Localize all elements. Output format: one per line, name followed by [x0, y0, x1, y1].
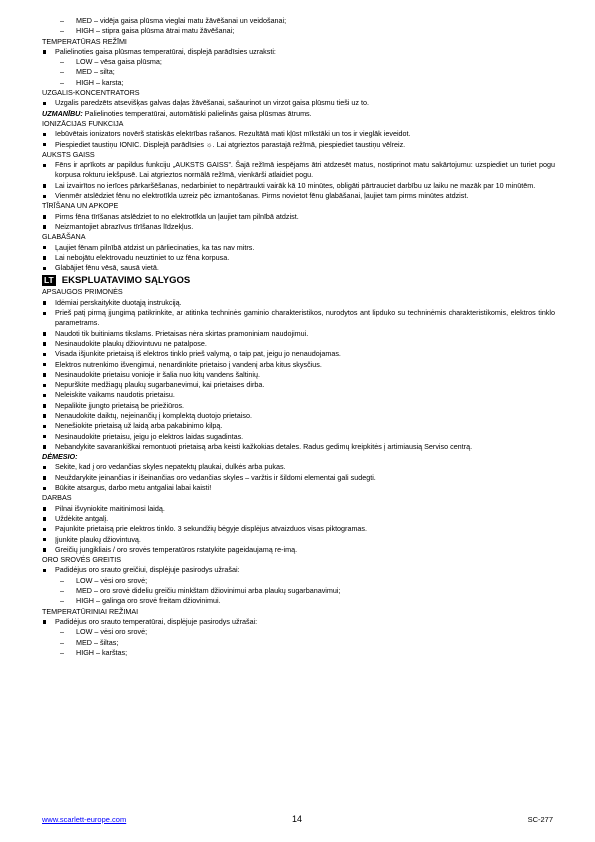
bullet-item — [42, 524, 555, 534]
bullet-text: Būkite atsargus, darbo metu antgaliai labai kaisti! — [55, 483, 212, 493]
bullet-icon — [43, 256, 46, 259]
bullet-icon — [43, 164, 46, 167]
sub-list-item: – MED – šiltas; — [42, 638, 555, 648]
bullet-icon — [43, 195, 46, 198]
bullet-icon — [43, 143, 46, 146]
bullet-text: Vienmēr atslēdziet fēnu no elektrotīkla uzreiz pēc izmantošanas. Pirms novietot fēnu glabāšanai, ļaujiet tam pirms minūtes atdzist. — [55, 191, 469, 201]
bullet-text: Nepalikite įjungto prietaisą be priežiūros. — [55, 400, 185, 410]
bullet-icon — [43, 425, 46, 428]
bullet-icon — [43, 507, 46, 510]
bullet-text: Palielinoties gaisa plūsmas temperatūrai, displejā parādīsies uzraksti: — [55, 46, 276, 56]
bullet-text: Idėmiai perskaitykite duotąją instrukciją. — [55, 297, 182, 307]
bullet-text: Pilnai išvyniokite maitinimosi laidą. — [55, 503, 165, 513]
bullet-item — [42, 514, 555, 524]
bullet-item — [42, 308, 555, 329]
bullet-text: Neuždarykite įeinančias ir išeinančias oro vedančias skyles – varžtis ir šildomi elementai gali sudegti. — [55, 472, 376, 482]
section-heading: TEMPERATŪRAS REŽĪMI — [42, 36, 127, 46]
bullet-item — [42, 380, 555, 390]
sub-list-item: – LOW – vēsa gaisa plūsma; — [42, 57, 555, 67]
bullet-icon — [43, 466, 46, 469]
section-heading: AUKSTS GAISS — [42, 149, 95, 159]
bullet-item — [42, 129, 555, 139]
bullet-item — [42, 298, 555, 308]
bullet-icon — [43, 342, 46, 345]
bullet-icon — [43, 225, 46, 228]
section-heading: DARBAS — [42, 493, 72, 503]
bullet-text: Padidėjus oro srauto temperatūrai, displėjuje pasirodys užrašai: — [55, 616, 258, 626]
bullet-text: Ļaujiet fēnam pilnībā atdzist un pārliecinaties, ka tas nav mitrs. — [55, 242, 255, 252]
bullet-text: Fēns ir aprīkots ar papildus funkciju „AUKSTS GAISS”. Šajā režīmā iespējams ātri atdzesēt matus, nostiprinot matu sakārtojumu: uzspiediet un turiet pogu korpusa rokturu iekšpusē. Lai atgrieztos normālā režīmā, vienkārši atlaidiet pogu. — [55, 160, 555, 180]
language-badge: LT — [44, 275, 54, 286]
sub-list-item: – MED – vidēja gaisa plūsma vieglai matu žāvēšanai un veidošanai; — [42, 16, 555, 26]
bullet-icon — [43, 215, 46, 218]
bullet-item — [42, 504, 555, 514]
bullet-icon — [43, 301, 46, 304]
bullet-item — [42, 442, 555, 452]
bullet-item — [42, 212, 555, 222]
bullet-text: Padidėjus oro srauto greičiui, displėjuje pasirodys užrašai: — [55, 565, 240, 575]
document-body — [42, 16, 555, 658]
bullet-item — [42, 483, 555, 493]
bullet-item — [42, 545, 555, 555]
bullet-item — [42, 349, 555, 359]
bullet-text: Lai nebojātu elektrovadu neuztiniet to uz fēna korpusa. — [55, 252, 230, 262]
sub-list-item: – HIGH – karsta; — [42, 78, 555, 88]
bullet-icon — [43, 538, 46, 541]
bullet-icon — [43, 414, 46, 417]
bullet-item — [42, 47, 555, 57]
section-title-text: EKSPLUATAVIMO SĄLYGOS — [61, 275, 191, 287]
bullet-text: Pajunkite prietaisą prie elektros tinklo. 3 sekundžių bėgyje displėjus atvaizduos visas piktogramas. — [55, 524, 368, 534]
bullet-item — [42, 329, 555, 339]
bullet-text: Nebandykite savarankiškai remontuoti prietaisą arba keisti kažkokias detales. Radus gedimų kreipkitės į artimiausią Serviso centrą. — [55, 441, 473, 451]
note-line — [42, 109, 555, 119]
sub-list-item: – HIGH – galinga oro srovė freitam džiovinimui. — [42, 596, 555, 606]
sub-list-item: – MED – silta; — [42, 67, 555, 77]
bullet-item — [42, 617, 555, 627]
section-heading: GLABĀŠANA — [42, 232, 86, 242]
bullet-text: Piespiediet taustiņu IONIC. Displejā parādīsies ☼. Lai atgrieztos parastajā režīmā, piespiediet taustiņu vēlreiz. — [55, 139, 406, 149]
bullet-text: Neleiskite vaikams naudotis prietaisu. — [55, 390, 175, 400]
page-number: 14 — [292, 814, 303, 824]
bullet-item — [42, 421, 555, 431]
bullet-item — [42, 98, 555, 108]
bullet-item — [42, 243, 555, 253]
section-heading: TĪRĪŠANA UN APKOPE — [42, 201, 119, 211]
bullet-icon — [43, 267, 46, 270]
bullet-text: Nenešiokite prietaisą už laidą arba pakabinimo kilpą. — [55, 421, 223, 431]
bullet-item — [42, 390, 555, 400]
bullet-text: Glabājiet fēnu vēsā, sausā vietā. — [55, 263, 159, 273]
note-label: UZMANĪBU: — [42, 108, 83, 118]
sub-list-item: – LOW – vėsi oro srovė; — [42, 627, 555, 637]
bullet-text: Nesinaudokite plaukų džiovintuvu ne patalpose. — [55, 338, 207, 348]
bullet-item — [42, 535, 555, 545]
bullet-item — [42, 160, 555, 181]
bullet-icon — [43, 528, 46, 531]
bullet-text: Lai izvairītos no ierīces pārkaršēšanas, nedarbiniet to nepārtraukti vairāk kā 10 minūtes, obligāti pārtrauciet darbību uz laiku ne mazāk par 10 minūtēm. — [55, 180, 536, 190]
bullet-item — [42, 370, 555, 380]
bullet-item — [42, 140, 555, 150]
bullet-icon — [43, 184, 46, 187]
bullet-icon — [43, 133, 46, 136]
bullet-item — [42, 222, 555, 232]
sub-list-item: – MED – oro srovė dideliu greičiu minkštam džiovinimui arba plaukų sugarbanavimui; — [42, 586, 555, 596]
bullet-item — [42, 401, 555, 411]
section-heading: TEMPERATŪRINIAI REŽIMAI — [42, 606, 139, 616]
sub-list-item: – LOW – vėsi oro srovė; — [42, 576, 555, 586]
bullet-icon — [43, 476, 46, 479]
bullet-item — [42, 411, 555, 421]
bullet-icon — [43, 548, 46, 551]
bullet-icon — [43, 569, 46, 572]
bullet-text: Visada išjunkite prietaisą iš elektros tinklo prieš valymą, o taip pat, jeigu jo nenaudojamas. — [55, 349, 341, 359]
bullet-icon — [43, 102, 46, 105]
bullet-item — [42, 263, 555, 273]
bullet-text: Elektros nutrenkimo išvengimui, nenardinkite prietaiso į vandenį arba kitus skysčius. — [55, 359, 322, 369]
bullet-text: Prieš patį pirmą įjungimą patikrinkite, ar atitinka techninės gaminio charakteristikos, nurodytos ant lipduko su techninėmis charakteristikomis, elektros tinklo parametrams. — [55, 308, 555, 328]
bullet-text: Sekite, kad į oro vedančias skyles nepatektų plaukai, dulkės arba pukas. — [55, 462, 286, 472]
bullet-text: Uždėkite antgalį. — [55, 513, 109, 523]
bullet-icon — [43, 353, 46, 356]
bullet-item — [42, 565, 555, 575]
bullet-text: Neizmantojiet abrazīvus tīrīšanas līdzekļus. — [55, 221, 194, 231]
bullet-text: Nesinaudokite prietaisu vonioje ir šalia nuo kitų vandens šaltinių. — [55, 369, 260, 379]
bullet-item — [42, 432, 555, 442]
bullet-text: Įjunkite plaukų džiovintuvą. — [55, 534, 141, 544]
bullet-icon — [43, 50, 46, 53]
bullet-text: Nesinaudokite prietaisu, jeigu jo elektros laidas sugadintas. — [55, 431, 244, 441]
bullet-icon — [43, 363, 46, 366]
bullet-icon — [43, 517, 46, 520]
sub-list-item: – HIGH – karštas; — [42, 648, 555, 658]
bullet-icon — [43, 373, 46, 376]
bullet-text: Naudoti tik buitiniams tikslams. Prietaisas nėra skirtas pramoniniam naudojimui. — [55, 328, 309, 338]
section-heading: ORO SROVĖS GREITIS — [42, 555, 122, 565]
bullet-item — [42, 181, 555, 191]
bullet-icon — [43, 435, 46, 438]
bullet-icon — [43, 487, 46, 490]
bullet-item — [42, 462, 555, 472]
bullet-icon — [43, 394, 46, 397]
section-heading: IONIZĀCIJAS FUNKCIJA — [42, 118, 124, 128]
bullet-icon — [43, 246, 46, 249]
website-link[interactable]: www.scarlett-europe.com — [42, 815, 127, 824]
bullet-icon — [43, 445, 46, 448]
bullet-icon — [43, 332, 46, 335]
bullet-icon — [43, 620, 46, 623]
note-text: Palielinoties temperatūrai, automātiski palielinās gaisa plūsmas ātrums. — [82, 108, 312, 118]
bullet-icon — [43, 404, 46, 407]
bullet-item — [42, 360, 555, 370]
bullet-icon — [43, 312, 46, 315]
bullet-text: Iebūvētais ionizators novērš statiskās elektrības rašanos. Rezultātā mati kļūst mīkstāki un tos ir vieglāk ieveidot. — [55, 129, 411, 139]
bullet-text: Nenaudokite daiktų, neįeinančių į komplektą duotojo prietaiso. — [55, 410, 252, 420]
model-number: SC-277 — [527, 815, 553, 824]
bullet-text: Pirms fēna tīrīšanas atslēdziet to no elektrotīkla un ļaujiet tam pilnībā atdzist. — [55, 211, 299, 221]
bullet-text: Uzgalis paredzēts atsevišķas galvas daļas žāvēšanai, sašaurinot un virzot gaisa plūsmu tieši uz to. — [55, 98, 370, 108]
sub-list-item: – HIGH – stipra gaisa plūsma ātrai matu žāvēšanai; — [42, 26, 555, 36]
bullet-item — [42, 339, 555, 349]
section-heading: DĖMESIO: — [42, 452, 78, 462]
bullet-item — [42, 191, 555, 201]
section-title — [42, 274, 555, 287]
bullet-item — [42, 473, 555, 483]
section-heading: UZGALIS-KONCENTRATORS — [42, 88, 140, 98]
bullet-text: Nepurškite medžiagų plaukų sugarbanevimui, kai prietaises dirba. — [55, 380, 265, 390]
section-heading: APSAUGOS PRIMONĖS — [42, 287, 123, 297]
bullet-icon — [43, 384, 46, 387]
bullet-text: Greičių jungikliais / oro srovės temperatūros rstatykite pageidaujamą re-imą. — [55, 544, 298, 554]
bullet-item — [42, 253, 555, 263]
